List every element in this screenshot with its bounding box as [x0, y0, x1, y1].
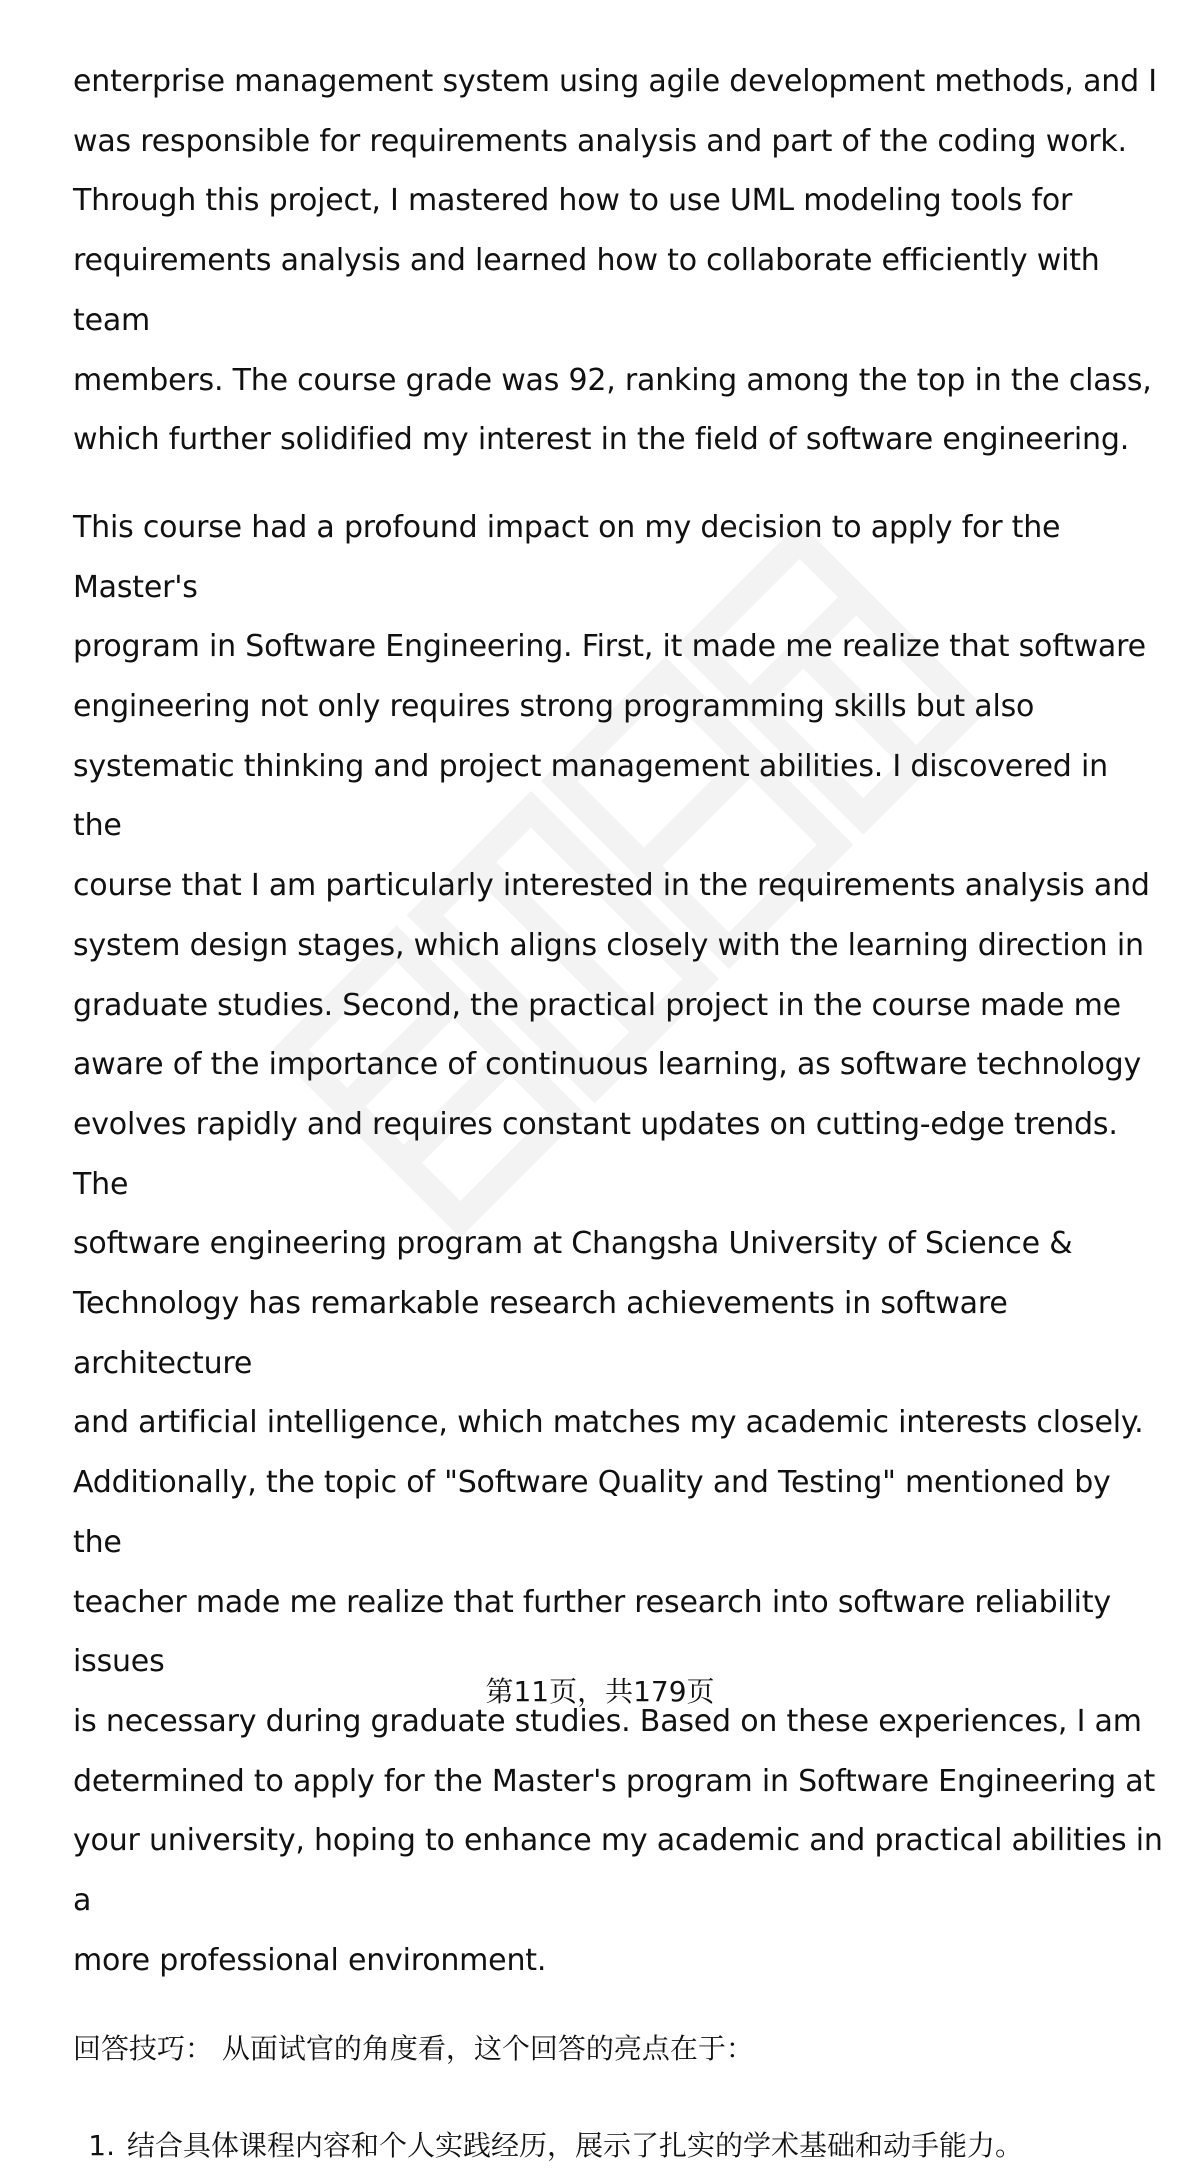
- text-line: your university, hoping to enhance my academic and practical abilities in a: [73, 1823, 1163, 1919]
- answer-tips-heading: 回答技巧： 从面试官的角度看，这个回答的亮点在于：: [73, 2031, 754, 2065]
- text-line: is necessary during graduate studies. Based on these experiences, I am: [73, 1703, 1142, 1739]
- document-body: [73, 52, 1163, 2176]
- list-item: [73, 2116, 1163, 2176]
- text-line: program in Software Engineering. First, it made me realize that software: [73, 629, 1146, 665]
- text-line: course that I am particularly interested in the requirements analysis and: [73, 868, 1150, 904]
- page-number-footer: 第11页，共179页: [485, 1675, 715, 1708]
- text-line: was responsible for requirements analysis and part of the coding work.: [73, 123, 1127, 159]
- text-line: and artificial intelligence, which matches my academic interests closely.: [73, 1405, 1144, 1441]
- text-line: aware of the importance of continuous learning, as software technology: [73, 1047, 1142, 1083]
- list-item-number: 1.: [88, 2128, 115, 2162]
- text-line: requirements analysis and learned how to collaborate efficiently with team: [73, 243, 1100, 338]
- text-line: evolves rapidly and requires constant updates on cutting-edge trends. The: [73, 1106, 1118, 1202]
- text-line: determined to apply for the Master's program in Software Engineering at: [73, 1763, 1156, 1799]
- text-line: teacher made me realize that further research into software reliability issues: [73, 1584, 1111, 1680]
- paragraph-2: [73, 498, 1163, 1991]
- text-line: engineering not only requires strong programming skills but also: [73, 689, 1035, 725]
- text-line: This course had a profound impact on my decision to apply for the Master's: [73, 509, 1061, 605]
- text-line: which further solidified my interest in the field of software engineering.: [73, 422, 1130, 458]
- text-line: members. The course grade was 92, ranking among the top in the class,: [73, 362, 1152, 398]
- answer-tips-list: [73, 2116, 1163, 2176]
- text-line: enterprise management system using agile development methods, and I: [73, 64, 1157, 99]
- text-line: systematic thinking and project management abilities. I discovered in the: [73, 748, 1108, 844]
- text-line: Additionally, the topic of "Software Quality and Testing" mentioned by the: [73, 1465, 1111, 1560]
- text-line: Technology has remarkable research achievements in software architecture: [73, 1286, 1008, 1381]
- text-line: more professional environment.: [73, 1942, 547, 1978]
- text-line: Through this project, I mastered how to use UML modeling tools for: [73, 183, 1073, 219]
- paragraph-1: [73, 52, 1163, 470]
- text-line: software engineering program at Changsha University of Science &: [73, 1226, 1073, 1262]
- list-item-text: 结合具体课程内容和个人实践经历，展示了扎实的学术基础和动手能力。: [127, 2128, 1024, 2162]
- text-line: system design stages, which aligns closely with the learning direction in: [73, 927, 1144, 963]
- text-line: graduate studies. Second, the practical project in the course made me: [73, 987, 1121, 1023]
